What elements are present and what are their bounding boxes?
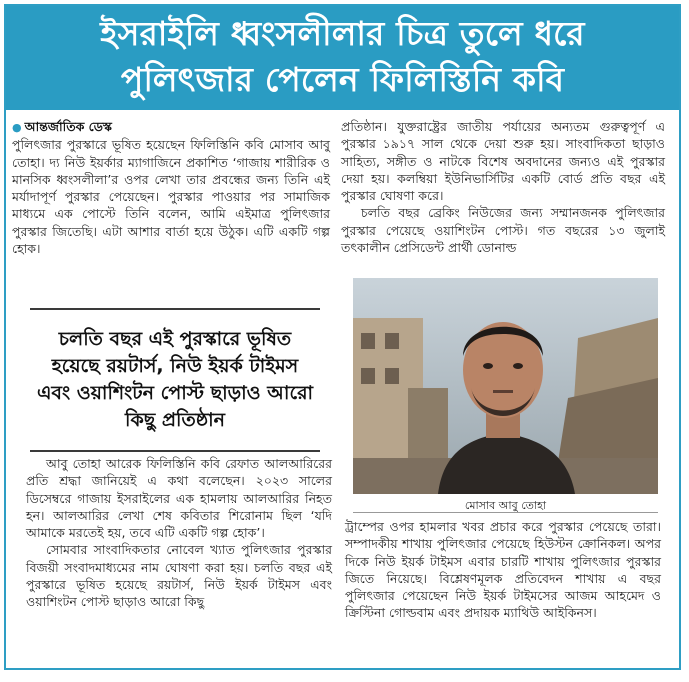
headline-banner — [6, 6, 679, 110]
desk-bullet-icon: ● — [12, 121, 22, 134]
caption-divider — [353, 512, 658, 513]
left-column-lower — [26, 455, 332, 611]
desk-text: আন্তর্জাতিক ডেস্ক — [24, 119, 112, 134]
right-column — [341, 118, 665, 256]
right-column-lower — [345, 518, 661, 622]
pull-quote-text: চলতি বছর এই পুরস্কারে ভূষিত হয়েছে রয়টার্স, নিউ ইয়র্ক টাইমস এবং ওয়াশিংটন পোস্ট ছাড়াও আরো কিছু প্রতিষ্ঠান — [36, 328, 314, 431]
portrait-photo — [353, 278, 658, 494]
left-column — [12, 118, 330, 257]
right-lower-paragraph-1: ট্রাম্পের ওপর হামলার খবর প্রচার করে পুরস্কার পেয়েছে তারা। সম্পাদকীয় শাখায় পুলিৎজার পেয়েছে হিউস্টন ক্রোনিকল। অপর দিকে নিউ ইয়র্ক টাইমস এবার চারটি শাখায় পুলিৎজার পুরস্কার জিতে নিয়েছে। বিশ্লেষণমূলক প্রতিবেদন শাখায় এ বছর পুলিৎজার পেয়েছেন নিউ ইয়র্ক টাইমসের আজম আহমেদ ও ক্রিস্টিনা গোল্ডবাম এবং প্রদায়ক ম্যাথিউ আইকিনস। — [345, 519, 661, 621]
right-paragraph-1: প্রতিষ্ঠান। যুক্তরাষ্ট্রের জাতীয় পর্যায়ের অন্যতম গুরুত্বপূর্ণ এ পুরস্কার ১৯১৭ সাল থেকে দেয়া শুরু হয়। সাংবাদিকতা ছাড়াও সাহিত্য, সঙ্গীত ও নাটকে বিশেষ অবদানের জন্যও এই পুরস্কার দেয়া হয়। কলম্বিয়া ইউনিভার্সিটির একটি বোর্ড প্রতি বছর এই পুরস্কার ঘোষণা করে। — [341, 119, 665, 204]
left-lower-paragraph-2: সোমবার সাংবাদিকতার নোবেল খ্যাত পুলিৎজার পুরস্কার বিজয়ী সংবাদমাধ্যমের নাম ঘোষণা করা হয়। চলতি বছর এই পুরস্কারে ভূষিত হয়েছে রয়টার্স, নিউ ইয়র্ক টাইমস এবং ওয়াশিংটন পোস্ট ছাড়াও আরো কিছু — [26, 542, 332, 610]
left-paragraph-1: পুলিৎজার পুরস্কারে ভূষিত হয়েছেন ফিলিস্তিনি কবি মোসাব আবু তোহা। দ্য নিউ ইয়র্কার ম্যাগাজিনে প্রকাশিত ‘গাজায় শারীরিক ও মানসিক ধ্বংসলীলা’র ওপর লেখা তার প্রবন্ধের জন্য তিনি এই মর্যাদাপূর্ণ পুরস্কার পেয়েছেন। পুরস্কার পাওয়ার পর সামাজিক মাধ্যমে এক পোস্টে তিনি বলেন, আমি এইমাত্র পুলিৎজার পুরস্কার জিতেছি। এটা আশার বার্তা হয়ে উঠুক। এটি একটি গল্প হোক। — [12, 137, 330, 257]
headline-line-1: ইসরাইলি ধ্বংসলীলার চিত্র তুলে ধরে — [100, 14, 585, 53]
headline-line-2: পুলিৎজার পেলেন ফিলিস্তিনি কবি — [120, 60, 565, 99]
photo-caption: মোসাব আবু তোহা — [464, 499, 547, 512]
left-lower-paragraph-1: আবু তোহা আরেক ফিলিস্তিনি কবি রেফাত আলআরিরের প্রতি শ্রদ্ধা জানিয়েই এ কথা বলেছেন। ২০২৩ সালের ডিসেম্বরে গাজায় ইসরাইলের এক হামলায় আলআরির নিহত হন। আলআরির লেখা শেষ কবিতার শিরোনাম ছিল ‘যদি আমাকে মরতেই হয়, তবে এটি একটি গল্প হোক’। — [26, 456, 332, 541]
pull-quote — [30, 308, 320, 452]
desk-label — [12, 118, 330, 136]
portrait-illustration — [353, 278, 658, 494]
right-paragraph-2: চলতি বছর ব্রেকিং নিউজের জন্য সম্মানজনক পুলিৎজার পুরস্কার পেয়েছে ওয়াশিংটন পোস্ট। গত বছরের ১৩ জুলাই তৎকালীন প্রেসিডেন্ট প্রার্থী ডোনাল্ড — [341, 205, 665, 256]
